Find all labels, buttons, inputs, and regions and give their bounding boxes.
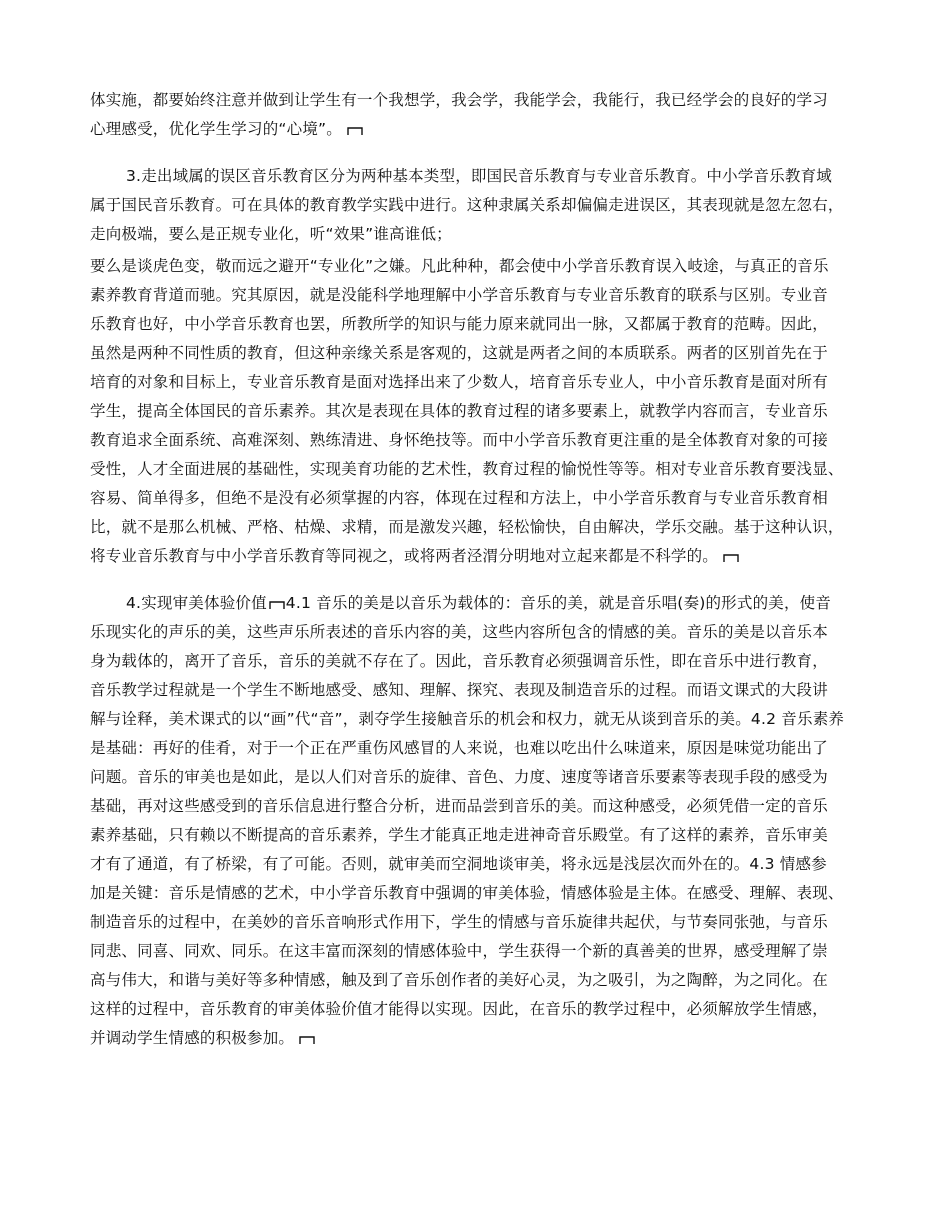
text-line (90, 999, 828, 1019)
text-line-content: 才有了通道，有了桥梁，有了可能。否则，就审美而空洞地谈审美，将永远是浅层次而外在的。4.3 情感参 (90, 855, 827, 873)
text-line-content: 将专业音乐教育与中小学音乐教育等同视之，或将两者泾渭分明地对立起来都是不科学的。 (90, 547, 719, 565)
text-line-content: 身为载体的，离开了音乐，音乐的美就不存在了。因此，音乐教育必须强调音乐性，即在音乐中进行教育， (90, 652, 828, 670)
text-line-content: 音乐教学过程就是一个学生不断地感受、感知、理解、探究、表现及制造音乐的过程。而语文课式的大段讲 (90, 681, 828, 699)
text-line (90, 343, 828, 363)
text-line (90, 709, 844, 729)
text-line-content: 属于国民音乐教育。可在具体的教育教学实践中进行。这种隶属关系却偏偏走进误区，其表现就是忽左忽右， (90, 196, 844, 214)
text-line (90, 912, 828, 932)
text-line-content: 解与诠释，美术课式的以“画”代“音”，剥夺学生接触音乐的机会和权力，就无从谈到音乐的美。4.2 音乐素养 (90, 710, 845, 728)
text-line-content: 虽然是两种不同性质的教育，但这种亲缘关系是客观的，这就是两者之间的本质联系。两者的区别首先在于 (90, 344, 828, 362)
text-line-content: 心理感受，优化学生学习的“心境”。 (90, 120, 342, 138)
text-line (90, 883, 844, 903)
text-line (90, 941, 828, 961)
text-line-content: 同悲、同喜、同欢、同乐。在这丰富而深刻的情感体验中，学生获得一个新的真善美的世界，感受理解了崇 (90, 942, 828, 960)
text-line (90, 767, 828, 787)
text-line-content: 问题。音乐的审美也是如此，是以人们对音乐的旋律、音色、力度、速度等诸音乐要素等表现手段的感受为 (90, 768, 828, 786)
text-line (126, 166, 832, 186)
text-line-content: 基础，再对这些感受到的音乐信息进行整合分析，进而品尝到音乐的美。而这种感受，必须凭借一定的音乐 (90, 797, 828, 815)
text-line-content: 容易、简单得多，但绝不是没有必须掌握的内容，体现在过程和方法上，中小学音乐教育与专业音乐教育相 (90, 489, 828, 507)
text-line (90, 119, 363, 139)
text-line (90, 285, 828, 305)
text-line-content: 乐教育也好，中小学音乐教育也罢，所教所学的知识与能力原来就同出一脉，又都属于教育的范畴。因此， (90, 315, 828, 333)
paragraph-mark-icon (347, 127, 363, 135)
text-line (90, 517, 844, 537)
text-line-content: 素养教育背道而驰。究其原因，就是没能科学地理解中小学音乐教育与专业音乐教育的联系与区别。专业音 (90, 286, 828, 304)
text-line-content: 体实施，都要始终注意并做到让学生有一个我想学，我会学，我能学会，我能行，我已经学会的良好的学习 (90, 91, 828, 109)
text-line-content: 教育追求全面系统、高难深刻、熟练清进、身怀绝技等。而中小学音乐教育更注重的是全体教育对象的可接 (90, 431, 828, 449)
text-line (90, 430, 828, 450)
text-line-content: 学生，提高全体国民的音乐素养。其次是表现在具体的教育过程的诸多要素上，就教学内容而言，专业音乐 (90, 402, 828, 420)
paragraph-mark-icon (723, 554, 739, 562)
text-line (90, 401, 828, 421)
text-line (90, 314, 828, 334)
text-line (90, 195, 844, 215)
text-line-content: 是基础：再好的佳肴，对于一个正在严重伤风感冒的人来说，也难以吃出什么味道来，原因是味觉功能出了 (90, 739, 828, 757)
text-line (90, 622, 828, 642)
text-line (90, 970, 828, 990)
text-line (90, 1028, 315, 1048)
text-line-content: 这样的过程中，音乐教育的审美体验价值才能得以实现。因此，在音乐的教学过程中，必须解放学生情感， (90, 1000, 828, 1018)
text-line (90, 854, 827, 874)
text-line-content: 并调动学生情感的积极参加。 (90, 1029, 295, 1047)
text-line (90, 796, 828, 816)
text-line-content: 制造音乐的过程中，在美妙的音乐音响形式作用下，学生的情感与音乐旋律共起伏，与节奏同张弛，与音乐 (90, 913, 828, 931)
text-line-content: 4.实现审美体验价值 (126, 594, 267, 612)
text-line (90, 738, 828, 758)
paragraph-mark-icon (299, 1036, 315, 1044)
text-line (90, 488, 828, 508)
text-line-content: 4.1 音乐的美是以音乐为载体的：音乐的美，就是音乐唱(奏)的形式的美，使音 (285, 594, 832, 612)
text-line (90, 825, 828, 845)
text-line-content: 受性，人才全面进展的基础性，实现美育功能的艺术性，教育过程的愉悦性等等。相对专业音乐教育要浅显、 (90, 460, 844, 478)
text-line-content: 加是关键：音乐是情感的艺术，中小学音乐教育中强调的审美体验，情感体验是主体。在感受、理解、表现、 (90, 884, 844, 902)
text-line-content: 3.走出域属的误区音乐教育区分为两种基本类型，即国民音乐教育与专业音乐教育。中小学音乐教育域 (126, 167, 832, 185)
text-line (90, 680, 828, 700)
text-line (90, 90, 828, 110)
text-line (90, 224, 452, 244)
text-line-content: 培育的对象和目标上，专业音乐教育是面对选择出来了少数人，培育音乐专业人，中小音乐教育是面对所有 (90, 373, 828, 391)
text-line-content: 高与伟大，和谐与美好等多种情感，触及到了音乐创作者的美好心灵，为之吸引，为之陶醉，为之同化。在 (90, 971, 828, 989)
text-line-content: 要么是谈虎色变，敬而远之避开“专业化”之嫌。凡此种种，都会使中小学音乐教育误入岐途，与真正的音乐 (90, 257, 829, 275)
text-line-content: 比，就不是那么机械、严格、枯燥、求精，而是激发兴趣，轻松愉快，自由解决，学乐交融。基于这种认识， (90, 518, 844, 536)
text-line (90, 459, 844, 479)
text-line (90, 256, 829, 276)
text-line-content: 乐现实化的声乐的美，这些声乐所表述的音乐内容的美，这些内容所包含的情感的美。音乐的美是以音乐本 (90, 623, 828, 641)
text-line (90, 372, 828, 392)
text-line (126, 593, 831, 613)
paragraph-mark-icon (269, 601, 285, 609)
text-line (90, 651, 828, 671)
text-line (90, 546, 739, 566)
text-line-content: 走向极端，要么是正规专业化，听“效果”谁高谁低； (90, 225, 452, 243)
text-line-content: 素养基础，只有赖以不断提高的音乐素养，学生才能真正地走进神奇音乐殿堂。有了这样的素养，音乐审美 (90, 826, 828, 844)
